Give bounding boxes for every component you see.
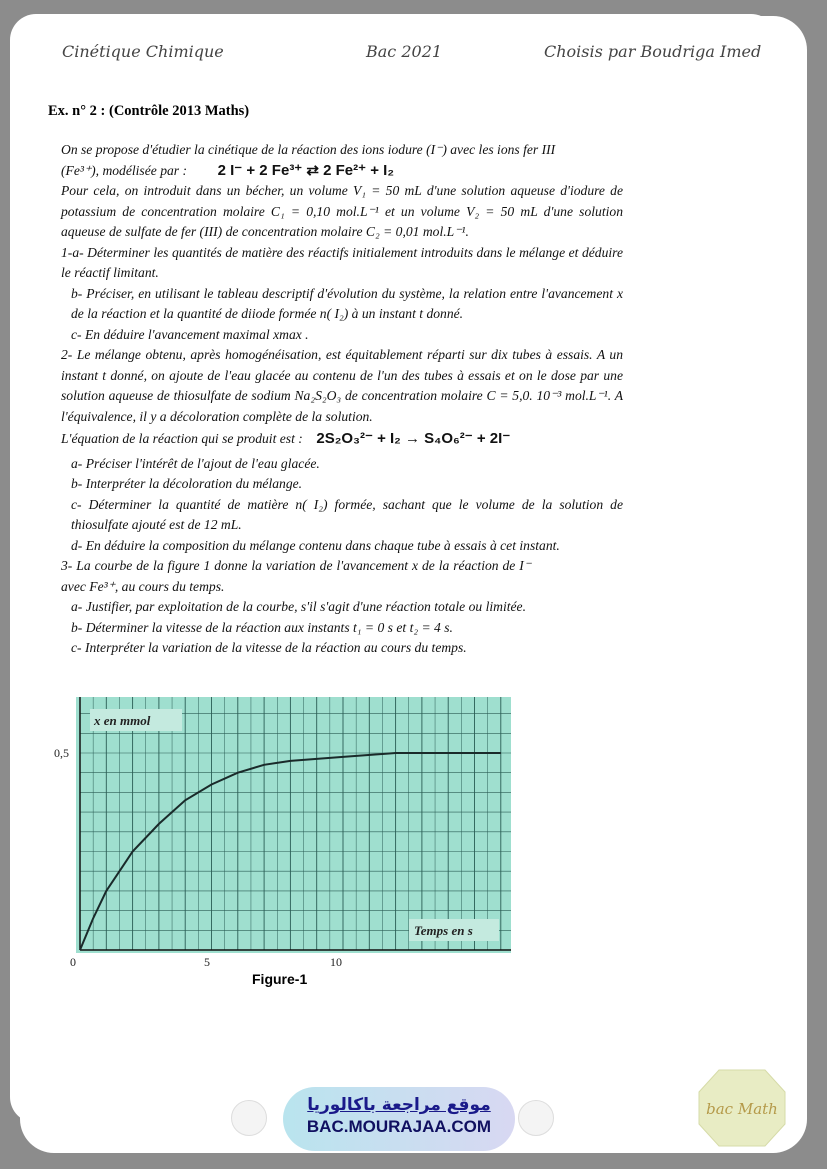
figure-1-chart	[76, 697, 511, 953]
intro-line-2-text: (Fe³⁺), modélisée par :	[61, 162, 188, 178]
exercise-title: Ex. n° 2 : (Contrôle 2013 Maths)	[48, 103, 250, 119]
intro-line-2	[61, 161, 623, 182]
question-2-equation-line	[61, 429, 623, 450]
exercise-body	[61, 140, 623, 659]
y-tick-label-0-5: 0,5	[54, 746, 69, 760]
question-2b: b- Interpréter la décoloration du mélange.	[71, 476, 303, 491]
question-3a: a- Justifier, par exploitation de la courbe, s'il s'agit d'une réaction totale ou limitée.	[71, 599, 526, 614]
figure-caption: Figure-1	[252, 971, 308, 987]
site-url[interactable]: BAC.MOURAJAA.COM	[306, 1117, 492, 1136]
y-axis-label: x en mmol	[94, 713, 151, 728]
site-name-arabic[interactable]: موقع مراجعة باكالوريا	[307, 1095, 491, 1115]
x-tick-label-0: 0	[70, 955, 76, 969]
question-3c: c- Interpréter la variation de la vitesse de la réaction au cours du temps.	[71, 640, 467, 655]
reaction-equation-1: 2 I⁻ + 2 Fe³⁺ ⇄ 2 Fe²⁺ + I₂	[217, 161, 394, 179]
question-3b: b- Déterminer la vitesse de la réaction aux instants t₁ = 0 s et t₂ = 4 s.	[71, 619, 453, 635]
question-3: 3- La courbe de la figure 1 donne la variation de l'avancement x de la réaction de I⁻ avec Fe³⁺, au cours du temps.	[61, 558, 531, 594]
chart-background	[76, 697, 511, 953]
bac-math-stamp-icon	[697, 1068, 787, 1148]
question-1b: b- Préciser, en utilisant le tableau descriptif d'évolution du système, la relation entre l'avancement x de la réaction et la quantité de diiode formée n( I₂) à un instant t donné.	[71, 285, 623, 321]
x-axis-label: Temps en s	[414, 923, 473, 938]
question-2: 2- Le mélange obtenu, après homogénéisation, est équitablement réparti sur dix tubes à essais. A un instant t donné, on ajoute de l'eau glacée au contenu de l'un des tubes à essais et on le dose par une solution aqueuse de thiosulfate de sodium Na₂S₂O₃ de concentration molaire C = 5,0. 10⁻³ mol.L⁻¹. A l'équivalence, il y a décoloration complète de la solution.	[61, 347, 623, 424]
question-2-equation-intro: L'équation de la réaction qui se produit est :	[61, 431, 303, 446]
header-subject: Cinétique Chimique	[62, 42, 224, 61]
intro-line-1: On se propose d'étudier la cinétique de la réaction des ions iodure (I⁻) avec les ions fer III	[61, 142, 556, 157]
left-logo-icon	[231, 1100, 267, 1136]
reaction-equation-2: 2S₂O₃²⁻ + I₂ → S₄O₆²⁻ + 2I⁻	[316, 430, 511, 447]
header-author: Choisis par Boudriga Imed	[544, 42, 762, 61]
question-1c: c- En déduire l'avancement maximal xmax .	[71, 326, 309, 342]
stamp-text: bac Math	[706, 1100, 778, 1118]
site-banner[interactable]	[283, 1087, 515, 1151]
paragraph-1: Pour cela, on introduit dans un bécher, un volume V₁ = 50 mL d'une solution aqueuse d'iodure de potassium de concentration molaire C₁ = 0,10 mol.L⁻¹ et un volume V₂ = 50 mL d'une solution aqueuse de sulfate de fer (III) de concentration molaire C₂ = 0,01 mol.L⁻¹.	[61, 183, 623, 239]
x-tick-label-10: 10	[330, 955, 342, 969]
right-logo-icon	[518, 1100, 554, 1136]
x-tick-label-5: 5	[204, 955, 210, 969]
question-2a: a- Préciser l'intérêt de l'ajout de l'eau glacée.	[71, 455, 320, 471]
question-1a: 1-a- Déterminer les quantités de matière des réactifs initialement introduits dans le mélange et déduire le réactif limitant.	[61, 244, 623, 280]
question-2c: c- Déterminer la quantité de matière n( I₂) formée, sachant que le volume de la solution de thiosulfate ajouté est de 12 mL.	[71, 496, 623, 532]
header-year: Bac 2021	[366, 42, 443, 61]
question-2d: d- En déduire la composition du mélange contenu dans chaque tube à essais à cet instant.	[71, 537, 560, 553]
